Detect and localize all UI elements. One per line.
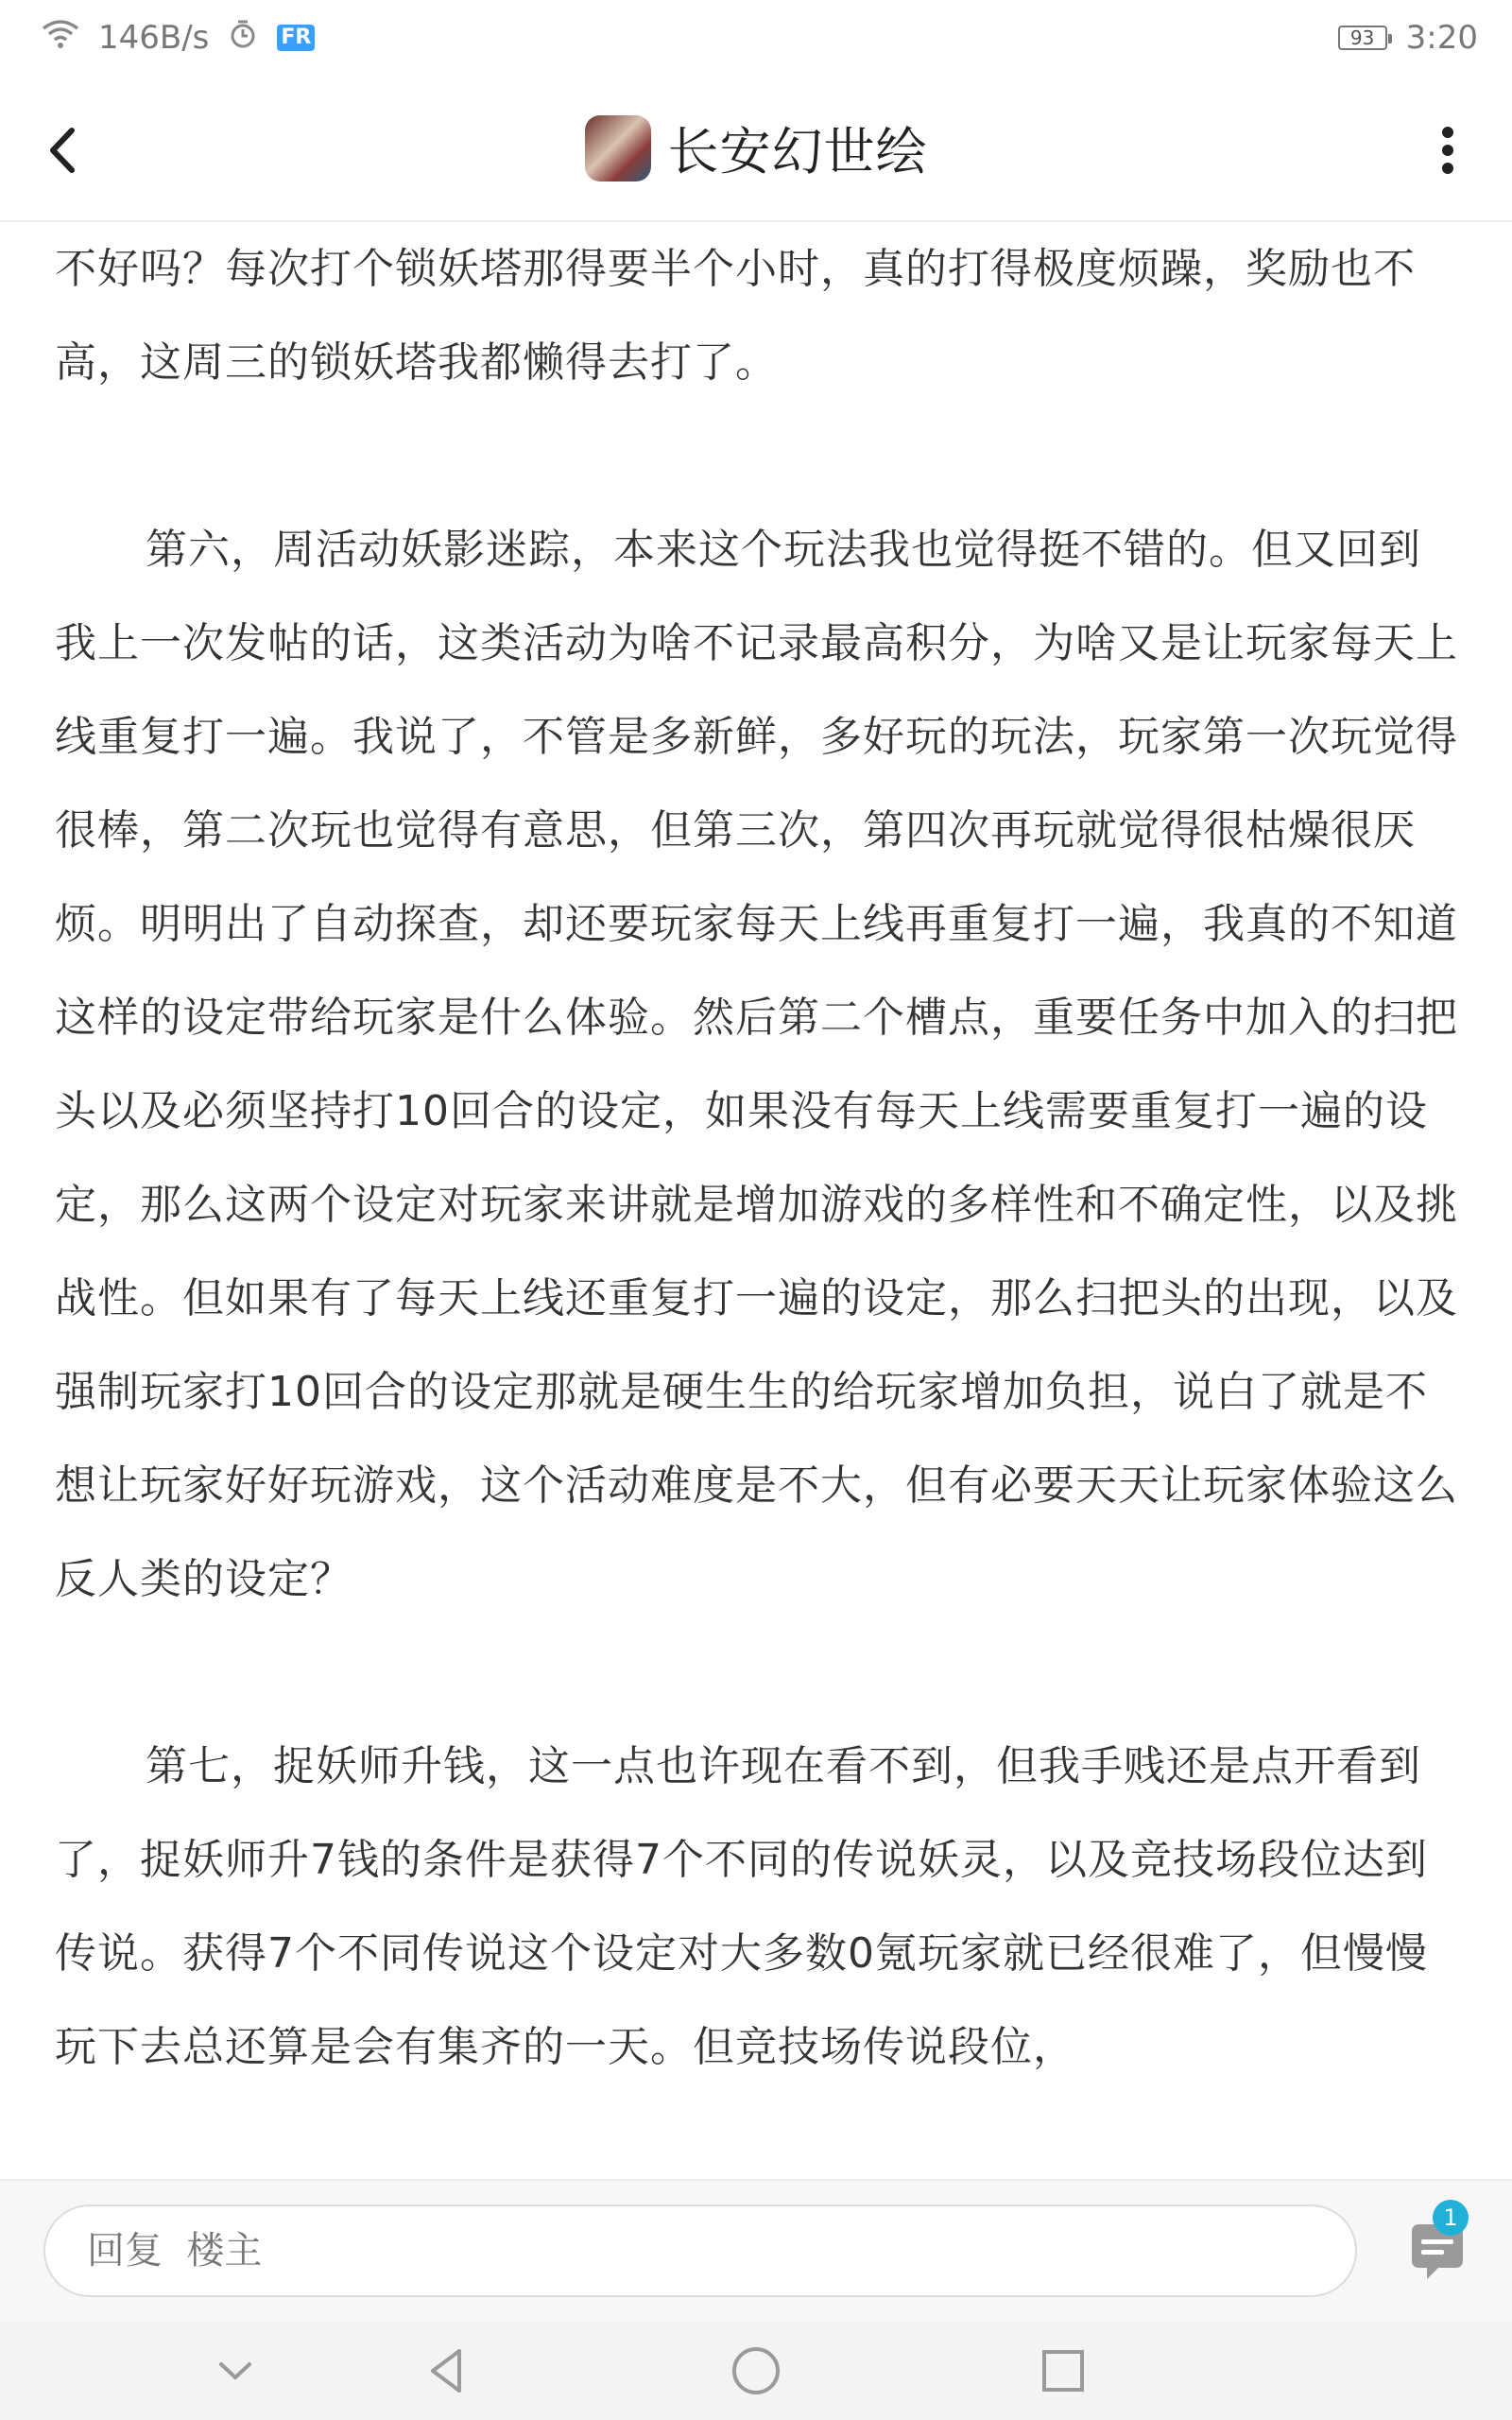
reply-bar xyxy=(0,2179,1512,2321)
game-avatar xyxy=(585,115,651,182)
paragraph-spacer xyxy=(55,1626,1463,1720)
status-left xyxy=(42,19,315,58)
post-paragraph: 第六，周活动妖影迷踪，本来这个玩法我也觉得挺不错的。但又回到我上一次发帖的话，这类活动为啥不记录最高积分，为啥又是让玩家每天上线重复打一遍。我说了，不管是多新鲜，多好玩的玩法，玩家第一次玩觉得很棒，第二次玩也觉得有意思，但第三次，第四次再玩就觉得很枯燥很厌烦。明明出了自动探查，却还要玩家每天上线再重复打一遍，我真的不知道这样的设定带给玩家是什么体验。然后第二个槽点，重要任务中加入的扫把头以及必须坚持打10回合的设定，如果没有每天上线需要重复打一遍的设定，那么这两个设定对玩家来讲就是增加游戏的多样性和不确定性，以及挑战性。但如果有了每天上线还重复打一遍的设定，那么扫把头的出现，以及强制玩家打10回合的设定那就是硬生生的给玩家增加负担，说白了就是不想让玩家好好玩游戏，这个活动难度是不大，但有必要天天让玩家体验这么反人类的设定？ xyxy=(55,526,1458,1603)
nav-home-icon xyxy=(723,2390,789,2408)
fr-badge: FR xyxy=(277,25,315,51)
page-title: 长安幻世绘 xyxy=(667,122,928,182)
more-vert-icon xyxy=(1425,169,1470,187)
app-bar xyxy=(0,76,1512,222)
clock: 3:20 xyxy=(1405,19,1478,57)
status-bar xyxy=(0,0,1512,76)
post-paragraph: 不好吗？每次打个锁妖塔那得要半个小时，真的打得极度烦躁，奖励也不高，这周三的锁妖塔我都懒得去打了。 xyxy=(55,245,1416,387)
post-content xyxy=(55,222,1463,2179)
system-nav-bar xyxy=(0,2321,1512,2420)
alarm-icon xyxy=(228,19,258,58)
paragraph-spacer xyxy=(55,409,1463,503)
post-paragraph: 第七，捉妖师升钱，这一点也许现在看不到，但我手贱还是点开看到了，捉妖师升7钱的条件是获得7个不同的传说妖灵，以及竞技场段位达到传说。获得7个不同传说这个设定对大多数0氪玩家就已经很难了，但慢慢玩下去总还算是会有集齐的一天。但竞技场传说段位， xyxy=(55,1742,1428,2071)
nav-back-icon xyxy=(414,2390,480,2408)
reply-input[interactable] xyxy=(43,2204,1357,2297)
battery-indicator: 93 xyxy=(1338,26,1387,50)
nav-home-button[interactable] xyxy=(723,2338,789,2404)
network-speed: 146B/s xyxy=(98,19,210,57)
nav-hide-icon xyxy=(202,2390,268,2408)
comment-count-badge: 1 xyxy=(1433,2200,1469,2236)
comment-icon xyxy=(1406,2273,1469,2290)
nav-recents-button[interactable] xyxy=(1030,2338,1096,2404)
more-options-button[interactable] xyxy=(1425,117,1470,183)
back-button[interactable] xyxy=(38,117,94,183)
back-arrow-icon xyxy=(38,169,94,187)
wifi-icon xyxy=(42,19,79,58)
nav-recents-icon xyxy=(1030,2390,1096,2408)
nav-back-button[interactable] xyxy=(414,2338,480,2404)
status-right xyxy=(1338,19,1478,57)
nav-hide-button[interactable] xyxy=(202,2338,268,2404)
title-group xyxy=(585,112,928,184)
